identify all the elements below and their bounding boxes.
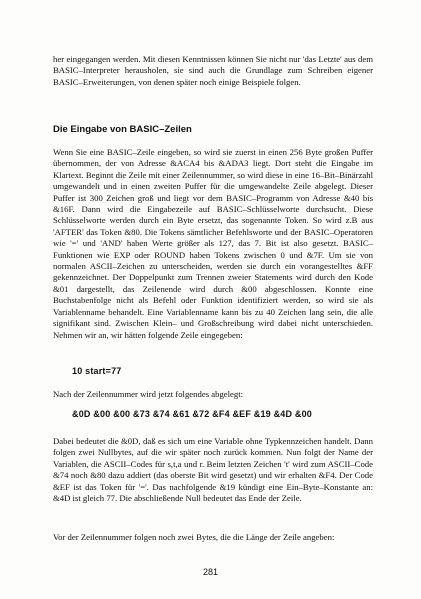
body-paragraph-4: Vor der Zeilennummer folgen noch zwei Bytes, die die Länge der Zeile angeben: — [53, 532, 335, 542]
intro-paragraph: her eingegangen werden. Mit diesen Kenntnissen können Sie nicht nur 'das Letzte' aus dem BASIC–Interpreter herausholen, sie sind auch die Grundlage zum Schreiben eigener BASIC–Erweiterungen, von denen später noch einige Beispiele folgen. — [53, 54, 373, 87]
body-paragraph-1: Wenn Sie eine BASIC–Zeile eingeben, so wird sie zuerst in einen 256 Byte großen Puffer übernommen, der von Adresse &ACA4 bis &ADA3 liegt. Dort steht die Eingabe im Klartext. Beginnt die Zeile mit einer Zeilennummer, so wird diese in eine 16–Bit–Binärzahl umgewandelt und in einen zweiten Puffer für die umgewandelte Zeile abgelegt. Dieser Puffer ist 300 Zeichen groß und liegt vor dem BASIC–Programm von Adresse &40 bis &16F. Dann wird die Eingabezeile auf BASIC–Schlüsselworte durchsucht. Diese Schlüsselworte werden durch ein Byte ersetzt, das sogenannte Token. So wird z.B aus 'AFTER' das Token &80. Die Tokens sämtlicher Befehlsworte und der BASIC–Operatoren wie '=' und 'AND' haben Werte größer als 127, das 7. Bit ist also gesetzt. BASIC–Funktionen wie EXP oder ROUND haben Tokens zwischen 0 und &7F. Um sie von normalen ASCII–Zeichen zu unterscheiden, werden sie durch ein vorangestelltes &FF gekennzeichnet. Der Doppelpunkt zum Trennen zweier Statements wird durch den Kode &01 dargestellt, das Zeilenende wird durch &00 abgeschlossen. Konnte eine Buchstabenfolge nicht als Befehl oder Funktion identifiziert werden, so wird sie als Variablenname behandelt. Eine Variablenname kann bis zu 40 Zeichen lang sein, die alle signifikant sind. Zwischen Klein– und Großschreibung wird dabei nicht unterschieden. Nehmen wir an, wir hätten folgende Zeile eingegeben: — [53, 147, 373, 340]
section-heading: Die Eingabe von BASIC–Zeilen — [53, 124, 192, 135]
code-example-bytes: &0D &00 &00 &73 &74 &61 &72 &F4 &EF &19 &4D &00 — [72, 409, 312, 419]
page-number: 281 — [202, 567, 219, 577]
body-paragraph-2: Nach der Zeilennummer wird jetzt folgendes abgelegt: — [53, 389, 244, 399]
body-paragraph-3: Dabei bedeutet die &0D, daß es sich um eine Variable ohne Typkennzeichen handelt. Dann folgen zwei Nullbytes, auf die wir später noch zurück kommen. Nun folgt der Name der Variablen, die ASCII–Codes für s,t,a und r. Beim letzten Zeichen 't' wird zum ASCII–Code &74 noch &80 dazu addiert (das oberste Bit wird gesetzt) und wir erhalten &F4. Der Code &EF ist das Token für '='. Das nachfolgende &19 kündigt eine Ein–Byte–Konstante an: &4D ist gleich 77. Die abschließende Null bedeutet das Ende der Zeile. — [53, 436, 373, 504]
code-example-line: 10 start=77 — [72, 366, 122, 376]
